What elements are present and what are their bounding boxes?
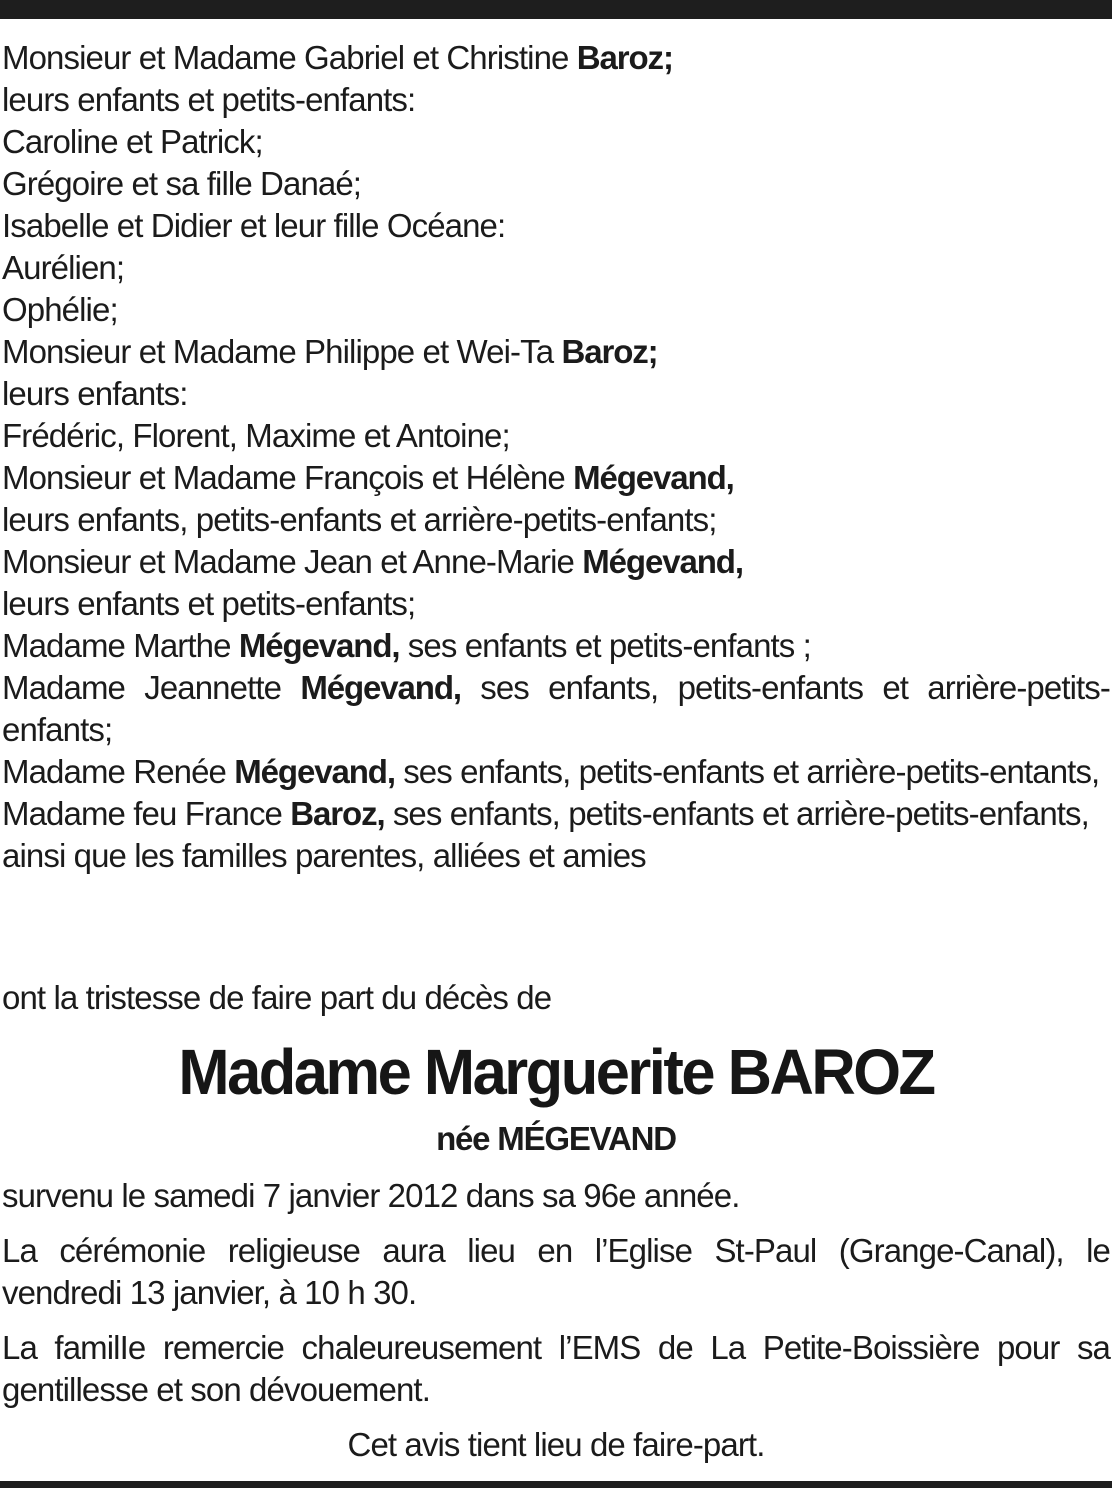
- mourner-text: Grégoire et sa fille Danaé;: [2, 165, 362, 202]
- mourner-text: Monsieur et Madame Philippe et Wei-Ta: [2, 333, 562, 370]
- ceremony-paragraph: La cérémonie religieuse aura lieu en l’Eglise St-Paul (Grange-Canal), le vendredi 13 janvier, à 10 h 30.: [2, 1232, 1110, 1311]
- mourner-line: [2, 541, 1110, 583]
- mourners-list: [2, 37, 1110, 877]
- mourner-text: ainsi que les familles parentes, alliées et amies: [2, 837, 646, 874]
- mourner-line: [2, 583, 1110, 625]
- mourner-line: [2, 415, 1110, 457]
- deceased-name: Madame Marguerite BAROZ: [178, 1036, 934, 1108]
- mourner-text: Ophélie;: [2, 291, 118, 328]
- mourner-line: [2, 331, 1110, 373]
- mourner-line: [2, 667, 1110, 751]
- mourner-text: ses enfants, petits-enfants et arrière-petits-enfants,: [384, 795, 1089, 832]
- mourner-line: [2, 835, 1110, 877]
- mourner-text: ses enfants et petits-enfants ;: [399, 627, 811, 664]
- mourner-text: Madame feu France: [2, 795, 291, 832]
- mourner-text: Madame Renée: [2, 753, 235, 790]
- family-name: Mégevand,: [238, 627, 400, 664]
- family-name: Mégevand,: [582, 543, 743, 580]
- mourner-text: leurs enfants et petits-enfants;: [2, 585, 416, 622]
- mourner-line: [2, 205, 1110, 247]
- mourner-line: [2, 163, 1110, 205]
- family-name: Mégevand,: [573, 459, 734, 496]
- mourner-line: [2, 499, 1110, 541]
- mourner-text: Monsieur et Madame Jean et Anne-Marie: [2, 543, 583, 580]
- mourner-line: [2, 793, 1110, 835]
- family-name: Baroz,: [290, 795, 385, 832]
- mourner-text: Madame Jeannette: [2, 669, 301, 706]
- mourner-line: [2, 751, 1110, 793]
- death-paragraph: survenu le samedi 7 janvier 2012 dans sa 96e année.: [2, 1177, 740, 1214]
- family-name: Mégevand,: [234, 753, 395, 790]
- thanks-paragraph: La familIe remercie chaleureusement l’EMS de La Petite-Boissière pour sa gentillesse et son dévouement.: [2, 1329, 1110, 1408]
- mourner-line: [2, 247, 1110, 289]
- mourner-text: leurs enfants:: [2, 375, 188, 412]
- mourner-text: Monsieur et Madame Gabriel et Christine: [2, 39, 577, 76]
- mourner-line: [2, 289, 1110, 331]
- announcement-line: ont la tristesse de faire part du décès de: [2, 979, 552, 1016]
- mourner-text: Caroline et Patrick;: [2, 123, 263, 160]
- bottom-border-rule: [0, 1481, 1112, 1488]
- family-name: Baroz;: [576, 39, 673, 76]
- mourner-line: [2, 457, 1110, 499]
- closing-note: Cet avis tient lieu de faire-part.: [347, 1426, 765, 1463]
- mourner-text: Frédéric, Florent, Maxime et Antoine;: [2, 417, 510, 454]
- mourner-text: Monsieur et Madame François et Hélène: [2, 459, 574, 496]
- mourner-line: [2, 373, 1110, 415]
- family-name: Baroz;: [561, 333, 658, 370]
- mourner-text: leurs enfants, petits-enfants et arrière-petits-enfants;: [2, 501, 717, 538]
- mourner-text: ses enfants, petits-enfants et arrière-petits-entants,: [394, 753, 1100, 790]
- top-border-rule: [0, 0, 1112, 19]
- mourner-text: leurs enfants et petits-enfants:: [2, 81, 416, 118]
- mourner-text: Madame Marthe: [2, 627, 239, 664]
- mourner-line: [2, 121, 1110, 163]
- mourner-line: [2, 625, 1110, 667]
- mourner-text: Aurélien;: [2, 249, 125, 286]
- family-name: Mégevand,: [300, 669, 461, 706]
- mourner-line: [2, 37, 1110, 79]
- mourner-line: [2, 79, 1110, 121]
- mourner-text: Isabelle et Didier et leur fille Océane:: [2, 207, 506, 244]
- maiden-name: née MÉGEVAND: [436, 1120, 676, 1157]
- mourner-text: ses enfants, petits-enfants et arrière-petits-enfants;: [2, 669, 1110, 748]
